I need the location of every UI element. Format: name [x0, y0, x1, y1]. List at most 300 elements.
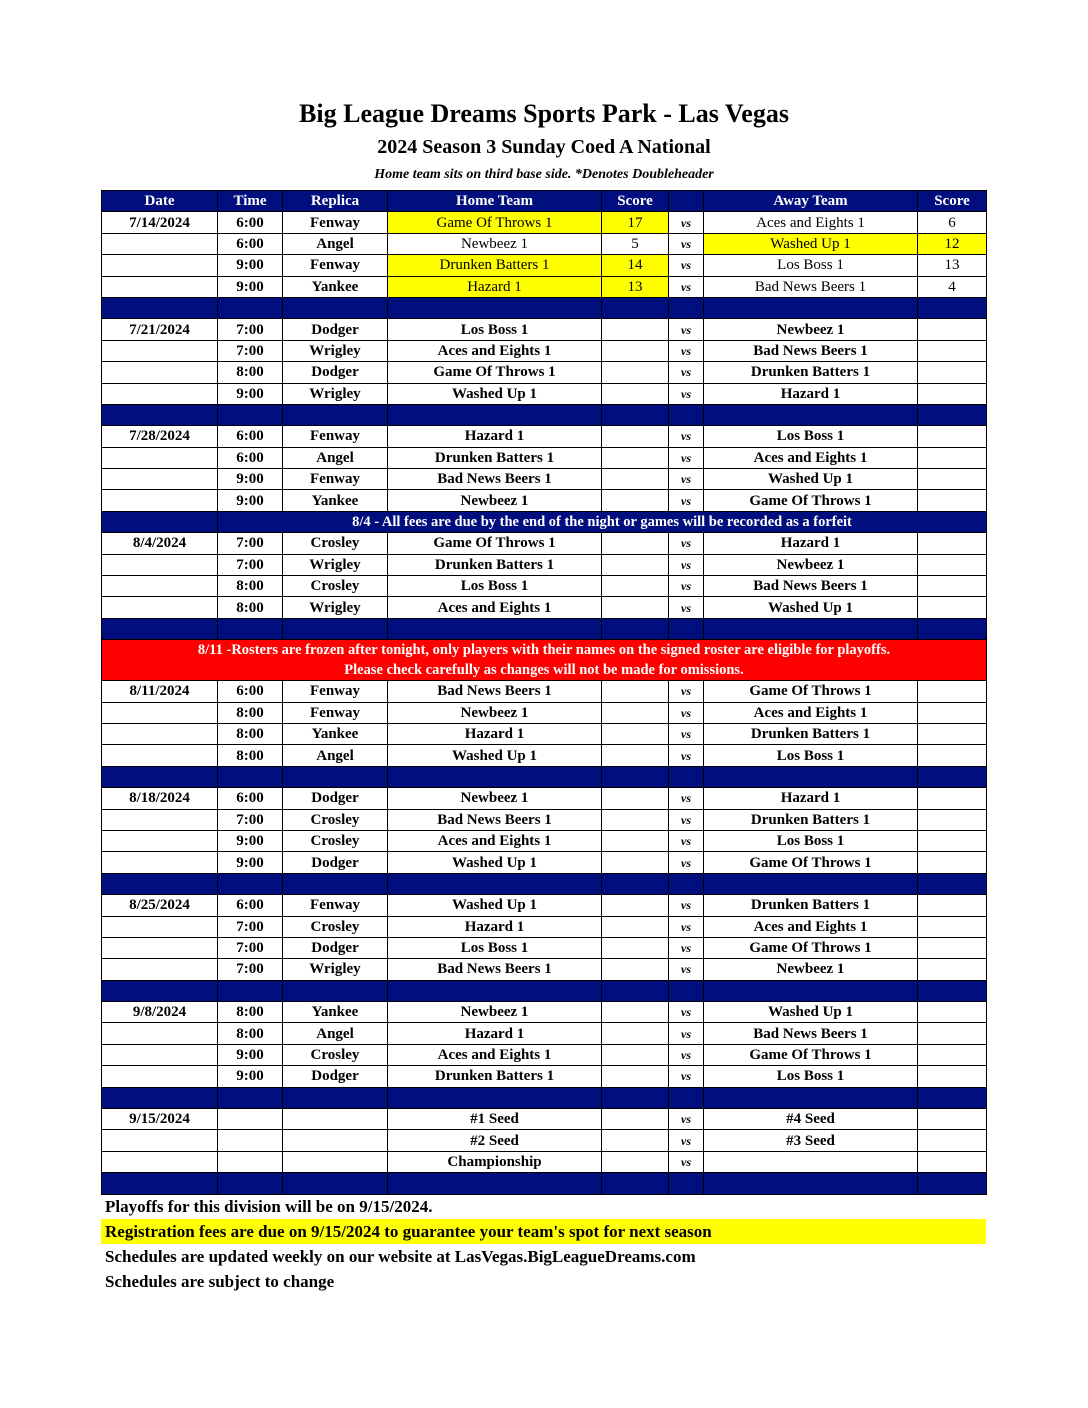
separator-cell	[102, 873, 218, 894]
separator-cell	[704, 297, 918, 318]
game-row	[102, 447, 987, 468]
home-team: Bad News Beers 1	[388, 809, 602, 830]
game-row	[102, 937, 987, 958]
home-team: Hazard 1	[388, 1023, 602, 1044]
game-row	[102, 959, 987, 980]
home-score	[602, 340, 669, 361]
separator-row	[102, 1087, 987, 1108]
away-team: Aces and Eights 1	[704, 702, 918, 723]
game-field: Dodger	[283, 937, 388, 958]
separator-cell	[602, 980, 669, 1001]
vs-label: vs	[669, 255, 704, 276]
home-team: Game Of Throws 1	[388, 212, 602, 233]
game-field: Dodger	[283, 319, 388, 340]
separator-cell	[283, 766, 388, 787]
game-date	[102, 340, 218, 361]
away-team: Washed Up 1	[704, 233, 918, 254]
game-row	[102, 788, 987, 809]
home-score	[602, 447, 669, 468]
game-time: 7:00	[218, 937, 283, 958]
game-row	[102, 830, 987, 851]
game-field: Crosley	[283, 576, 388, 597]
away-team: Game Of Throws 1	[704, 681, 918, 702]
vs-label: vs	[669, 340, 704, 361]
game-row	[102, 916, 987, 937]
vs-label: vs	[669, 212, 704, 233]
game-row	[102, 383, 987, 404]
game-time: 8:00	[218, 597, 283, 618]
game-field: Dodger	[283, 362, 388, 383]
game-row	[102, 597, 987, 618]
separator-cell	[918, 618, 987, 639]
game-time: 6:00	[218, 895, 283, 916]
game-time: 9:00	[218, 383, 283, 404]
home-team: Drunken Batters 1	[388, 447, 602, 468]
game-field: Angel	[283, 233, 388, 254]
home-team: Hazard 1	[388, 276, 602, 297]
subject-to-change-note: Schedules are subject to change	[105, 1272, 335, 1291]
game-date	[102, 1023, 218, 1044]
alert-cell	[102, 640, 987, 681]
game-row	[102, 255, 987, 276]
home-team: Hazard 1	[388, 916, 602, 937]
game-row	[102, 745, 987, 766]
vs-label: vs	[669, 1130, 704, 1151]
game-field: Fenway	[283, 255, 388, 276]
table-header-row	[102, 191, 987, 212]
away-score	[918, 1002, 987, 1023]
home-score	[602, 852, 669, 873]
separator-cell	[102, 297, 218, 318]
home-score	[602, 916, 669, 937]
game-date: 9/8/2024	[102, 1002, 218, 1023]
vs-label: vs	[669, 362, 704, 383]
separator-cell	[283, 404, 388, 425]
schedule-table	[101, 190, 987, 1195]
home-score	[602, 426, 669, 447]
away-score	[918, 1151, 987, 1172]
separator-cell	[704, 766, 918, 787]
home-team: Los Boss 1	[388, 937, 602, 958]
game-time	[218, 1130, 283, 1151]
away-score	[918, 1109, 987, 1130]
vs-label: vs	[669, 959, 704, 980]
home-score	[602, 702, 669, 723]
game-field: Yankee	[283, 276, 388, 297]
game-field: Fenway	[283, 212, 388, 233]
game-row	[102, 490, 987, 511]
game-time: 8:00	[218, 702, 283, 723]
home-team: #2 Seed	[388, 1130, 602, 1151]
away-score	[918, 576, 987, 597]
home-team: Game Of Throws 1	[388, 533, 602, 554]
away-score	[918, 1130, 987, 1151]
vs-label: vs	[669, 1002, 704, 1023]
away-team: Game Of Throws 1	[704, 852, 918, 873]
game-field: Angel	[283, 1023, 388, 1044]
game-date	[102, 1151, 218, 1172]
separator-cell	[102, 1173, 218, 1194]
game-date	[102, 959, 218, 980]
away-team: #4 Seed	[704, 1109, 918, 1130]
game-row	[102, 895, 987, 916]
vs-label: vs	[669, 383, 704, 404]
game-row	[102, 1023, 987, 1044]
separator-cell	[669, 404, 704, 425]
game-row	[102, 1151, 987, 1172]
game-date	[102, 490, 218, 511]
away-team: Newbeez 1	[704, 959, 918, 980]
game-date	[102, 1130, 218, 1151]
away-team: Bad News Beers 1	[704, 276, 918, 297]
separator-cell	[218, 766, 283, 787]
game-time: 9:00	[218, 1066, 283, 1087]
game-row	[102, 1109, 987, 1130]
game-date	[102, 1044, 218, 1065]
separator-cell	[704, 980, 918, 1001]
vs-label: vs	[669, 1109, 704, 1130]
separator-cell	[283, 1087, 388, 1108]
game-field	[283, 1151, 388, 1172]
separator-cell	[704, 873, 918, 894]
game-time: 9:00	[218, 255, 283, 276]
home-team: Hazard 1	[388, 723, 602, 744]
game-date	[102, 233, 218, 254]
alert-row	[102, 640, 987, 681]
away-score	[918, 916, 987, 937]
separator-row	[102, 1173, 987, 1194]
home-team: #1 Seed	[388, 1109, 602, 1130]
game-field: Crosley	[283, 533, 388, 554]
game-time: 9:00	[218, 276, 283, 297]
away-team	[704, 1151, 918, 1172]
game-date: 8/25/2024	[102, 895, 218, 916]
home-score	[602, 597, 669, 618]
page-subtitle: 2024 Season 3 Sunday Coed A National	[377, 136, 711, 158]
home-team: Bad News Beers 1	[388, 959, 602, 980]
game-time: 8:00	[218, 745, 283, 766]
home-score	[602, 576, 669, 597]
game-row	[102, 1066, 987, 1087]
separator-cell	[669, 980, 704, 1001]
separator-row	[102, 766, 987, 787]
away-team: Newbeez 1	[704, 554, 918, 575]
home-team: Hazard 1	[388, 426, 602, 447]
home-score	[602, 533, 669, 554]
away-team: Aces and Eights 1	[704, 447, 918, 468]
game-time: 8:00	[218, 576, 283, 597]
away-score	[918, 745, 987, 766]
separator-cell	[283, 873, 388, 894]
separator-cell	[388, 873, 602, 894]
away-team: Drunken Batters 1	[704, 723, 918, 744]
separator-cell	[388, 297, 602, 318]
away-score	[918, 597, 987, 618]
home-score	[602, 1109, 669, 1130]
separator-cell	[704, 1087, 918, 1108]
separator-row	[102, 297, 987, 318]
home-score	[602, 1066, 669, 1087]
away-score: 6	[918, 212, 987, 233]
game-row	[102, 1002, 987, 1023]
away-team: Bad News Beers 1	[704, 1023, 918, 1044]
game-row	[102, 319, 987, 340]
separator-cell	[918, 404, 987, 425]
home-score	[602, 788, 669, 809]
home-score	[602, 959, 669, 980]
game-time	[218, 1151, 283, 1172]
separator-cell	[704, 1173, 918, 1194]
away-team: Los Boss 1	[704, 255, 918, 276]
game-field: Fenway	[283, 426, 388, 447]
col-header-date: Date	[102, 191, 218, 212]
separator-cell	[918, 873, 987, 894]
away-score	[918, 447, 987, 468]
away-score	[918, 362, 987, 383]
home-team: Newbeez 1	[388, 1002, 602, 1023]
vs-label: vs	[669, 469, 704, 490]
separator-cell	[669, 618, 704, 639]
away-team: Washed Up 1	[704, 469, 918, 490]
away-team: Aces and Eights 1	[704, 916, 918, 937]
game-time: 7:00	[218, 533, 283, 554]
separator-cell	[602, 766, 669, 787]
separator-cell	[218, 1173, 283, 1194]
away-score: 13	[918, 255, 987, 276]
game-field: Fenway	[283, 895, 388, 916]
separator-cell	[218, 873, 283, 894]
separator-cell	[602, 404, 669, 425]
game-field: Crosley	[283, 916, 388, 937]
home-team: Drunken Batters 1	[388, 554, 602, 575]
game-time: 8:00	[218, 1023, 283, 1044]
game-date: 7/21/2024	[102, 319, 218, 340]
game-field: Angel	[283, 447, 388, 468]
separator-cell	[388, 404, 602, 425]
home-team: Bad News Beers 1	[388, 681, 602, 702]
separator-cell	[388, 1087, 602, 1108]
game-field: Fenway	[283, 469, 388, 490]
game-time: 8:00	[218, 723, 283, 744]
vs-label: vs	[669, 490, 704, 511]
away-team: Los Boss 1	[704, 426, 918, 447]
game-row	[102, 340, 987, 361]
game-row	[102, 276, 987, 297]
game-date	[102, 937, 218, 958]
col-header-time: Time	[218, 191, 283, 212]
home-team: Bad News Beers 1	[388, 469, 602, 490]
away-score	[918, 681, 987, 702]
game-date	[102, 702, 218, 723]
away-team: Hazard 1	[704, 533, 918, 554]
game-time: 7:00	[218, 554, 283, 575]
separator-cell	[283, 1173, 388, 1194]
game-time: 6:00	[218, 681, 283, 702]
home-team: Aces and Eights 1	[388, 1044, 602, 1065]
away-team: Washed Up 1	[704, 597, 918, 618]
game-date	[102, 383, 218, 404]
vs-label: vs	[669, 447, 704, 468]
home-score: 13	[602, 276, 669, 297]
game-date	[102, 554, 218, 575]
game-time: 9:00	[218, 1044, 283, 1065]
home-score	[602, 723, 669, 744]
game-row	[102, 469, 987, 490]
vs-label: vs	[669, 681, 704, 702]
home-score	[602, 319, 669, 340]
game-date	[102, 362, 218, 383]
game-row	[102, 723, 987, 744]
separator-cell	[602, 873, 669, 894]
game-field: Wrigley	[283, 554, 388, 575]
home-score	[602, 469, 669, 490]
separator-cell	[669, 1173, 704, 1194]
home-team: Aces and Eights 1	[388, 340, 602, 361]
separator-cell	[918, 297, 987, 318]
game-field: Wrigley	[283, 597, 388, 618]
away-team: Bad News Beers 1	[704, 576, 918, 597]
away-score	[918, 1066, 987, 1087]
vs-label: vs	[669, 702, 704, 723]
separator-cell	[388, 766, 602, 787]
separator-cell	[669, 297, 704, 318]
away-team: Game Of Throws 1	[704, 1044, 918, 1065]
home-score	[602, 554, 669, 575]
separator-cell	[388, 1173, 602, 1194]
vs-label: vs	[669, 745, 704, 766]
game-field: Wrigley	[283, 383, 388, 404]
game-row	[102, 554, 987, 575]
vs-label: vs	[669, 1044, 704, 1065]
game-field: Wrigley	[283, 340, 388, 361]
vs-label: vs	[669, 597, 704, 618]
away-score	[918, 340, 987, 361]
home-score	[602, 1151, 669, 1172]
game-date: 9/15/2024	[102, 1109, 218, 1130]
vs-label: vs	[669, 830, 704, 851]
notice-spacer	[102, 511, 218, 532]
away-score	[918, 554, 987, 575]
game-time: 7:00	[218, 340, 283, 361]
game-field: Fenway	[283, 681, 388, 702]
vs-label: vs	[669, 895, 704, 916]
vs-label: vs	[669, 1023, 704, 1044]
away-score	[918, 383, 987, 404]
home-team: Drunken Batters 1	[388, 1066, 602, 1087]
separator-cell	[669, 1087, 704, 1108]
game-date	[102, 447, 218, 468]
game-row	[102, 576, 987, 597]
home-score: 5	[602, 233, 669, 254]
game-date: 7/28/2024	[102, 426, 218, 447]
vs-label: vs	[669, 788, 704, 809]
home-team: Newbeez 1	[388, 788, 602, 809]
game-date: 8/4/2024	[102, 533, 218, 554]
home-team: Washed Up 1	[388, 383, 602, 404]
col-header-home-team: Home Team	[388, 191, 602, 212]
game-field: Wrigley	[283, 959, 388, 980]
home-score	[602, 1002, 669, 1023]
away-score	[918, 1044, 987, 1065]
game-time: 8:00	[218, 1002, 283, 1023]
away-score	[918, 937, 987, 958]
game-field: Yankee	[283, 490, 388, 511]
home-score	[602, 830, 669, 851]
game-date	[102, 809, 218, 830]
home-team: Newbeez 1	[388, 702, 602, 723]
game-time: 6:00	[218, 233, 283, 254]
vs-label: vs	[669, 554, 704, 575]
away-team: Los Boss 1	[704, 745, 918, 766]
registration-note: Registration fees are due on 9/15/2024 to guarantee your team's spot for next season	[101, 1219, 986, 1244]
game-row	[102, 702, 987, 723]
away-score	[918, 959, 987, 980]
game-row	[102, 681, 987, 702]
away-team: Washed Up 1	[704, 1002, 918, 1023]
game-time: 8:00	[218, 362, 283, 383]
game-date	[102, 469, 218, 490]
home-score: 14	[602, 255, 669, 276]
vs-label: vs	[669, 233, 704, 254]
game-date	[102, 576, 218, 597]
vs-label: vs	[669, 276, 704, 297]
away-team: Drunken Batters 1	[704, 809, 918, 830]
game-row	[102, 233, 987, 254]
game-field: Crosley	[283, 809, 388, 830]
game-time: 7:00	[218, 959, 283, 980]
game-date	[102, 255, 218, 276]
separator-cell	[283, 297, 388, 318]
away-team: Game Of Throws 1	[704, 937, 918, 958]
away-score	[918, 723, 987, 744]
game-row	[102, 533, 987, 554]
away-team: Aces and Eights 1	[704, 212, 918, 233]
col-header-replica: Replica	[283, 191, 388, 212]
notice-text: 8/4 - All fees are due by the end of the night or games will be recorded as a forfeit	[218, 511, 987, 532]
game-field: Dodger	[283, 1066, 388, 1087]
game-time: 9:00	[218, 830, 283, 851]
game-time: 6:00	[218, 788, 283, 809]
separator-cell	[102, 980, 218, 1001]
home-score	[602, 490, 669, 511]
away-score	[918, 490, 987, 511]
away-score	[918, 788, 987, 809]
vs-label: vs	[669, 319, 704, 340]
home-score	[602, 362, 669, 383]
separator-row	[102, 980, 987, 1001]
separator-cell	[388, 618, 602, 639]
separator-row	[102, 618, 987, 639]
home-team: Aces and Eights 1	[388, 830, 602, 851]
game-date	[102, 852, 218, 873]
game-row	[102, 212, 987, 233]
separator-cell	[704, 404, 918, 425]
separator-cell	[102, 618, 218, 639]
separator-cell	[602, 618, 669, 639]
home-team: Aces and Eights 1	[388, 597, 602, 618]
away-score	[918, 533, 987, 554]
game-row	[102, 1044, 987, 1065]
vs-label: vs	[669, 576, 704, 597]
home-team: Newbeez 1	[388, 490, 602, 511]
away-team: Hazard 1	[704, 788, 918, 809]
game-row	[102, 362, 987, 383]
away-score	[918, 895, 987, 916]
away-team: Game Of Throws 1	[704, 490, 918, 511]
away-score	[918, 1023, 987, 1044]
separator-cell	[102, 766, 218, 787]
game-field: Crosley	[283, 1044, 388, 1065]
